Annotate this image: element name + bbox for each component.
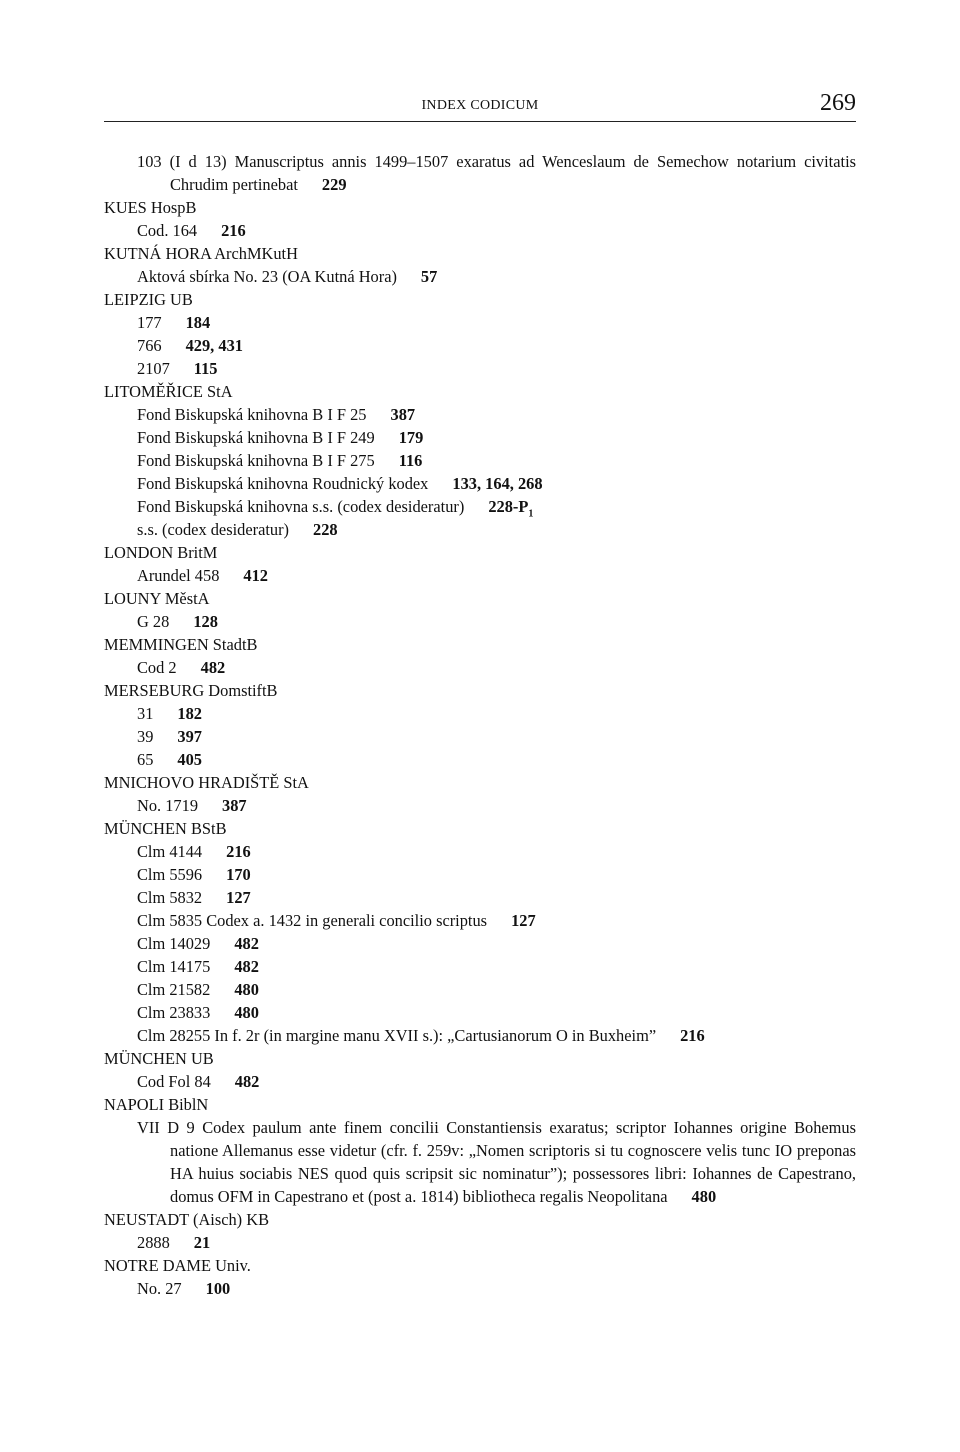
running-title: INDEX CODICUM — [421, 98, 539, 113]
shelfmark-entry — [104, 495, 856, 518]
page-reference: 480 — [234, 980, 259, 999]
shelfmark-entry — [104, 518, 856, 541]
shelfmark-text: Cod 2 — [137, 658, 177, 677]
library-heading — [104, 541, 856, 564]
shelfmark-text: 65 — [137, 750, 154, 769]
shelfmark-text: Arundel 458 — [137, 566, 220, 585]
shelfmark-text: VII D 9 Codex paulum ante finem concilii Constantiensis exaratus; scriptor Iohannes origine Bohemus natione Allemanus esse videtur (cfr. f. 259v: „Nomen scriptoris si tu cognoscere velis tunc IO preponas HA huius sociabis NES quod quis scripsit sic nominatur”); possessores libri: Iohannes de Capestrano, domus OFM in Capestrano et (post a. 1814) bibliotheca regalis Neopolitana — [137, 1118, 856, 1206]
shelfmark-entry — [104, 311, 856, 334]
page-reference: 100 — [205, 1279, 231, 1298]
library-heading — [104, 633, 856, 656]
shelfmark-text: 39 — [137, 727, 154, 746]
library-name: NEUSTADT (Aisch) KB — [104, 1210, 270, 1229]
shelfmark-entry-long — [104, 1116, 856, 1208]
shelfmark-text: Aktová sbírka No. 23 (OA Kutná Hora) — [137, 267, 397, 286]
shelfmark-text: Fond Biskupská knihovna B I F 25 — [137, 405, 367, 424]
library-name: NOTRE DAME Univ. — [104, 1256, 251, 1275]
page-reference: 429, 431 — [185, 336, 243, 355]
library-heading — [104, 1254, 856, 1277]
shelfmark-entry — [104, 748, 856, 771]
page-reference: 405 — [177, 750, 202, 769]
library-heading — [104, 1093, 856, 1116]
shelfmark-text: Clm 14029 — [137, 934, 211, 953]
shelfmark-text: 2888 — [137, 1233, 170, 1252]
shelfmark-text: 766 — [137, 336, 162, 355]
page-reference: 480 — [691, 1187, 717, 1206]
page-reference: 482 — [200, 658, 226, 677]
library-heading — [104, 288, 856, 311]
shelfmark-entry — [104, 610, 856, 633]
page-reference: 170 — [226, 865, 251, 884]
shelfmark-text: Fond Biskupská knihovna B I F 275 — [137, 451, 375, 470]
shelfmark-text: Cod Fol 84 — [137, 1072, 211, 1091]
library-name: KUES HospB — [104, 198, 197, 217]
page-reference: 216 — [680, 1026, 705, 1045]
library-heading — [104, 587, 856, 610]
index-entries — [104, 150, 856, 1300]
shelfmark-entry — [104, 449, 856, 472]
shelfmark-entry — [104, 265, 856, 288]
shelfmark-text: Fond Biskupská knihovna Roudnický kodex — [137, 474, 429, 493]
page-reference: 21 — [193, 1233, 211, 1252]
shelfmark-text: Fond Biskupská knihovna s.s. (codex desideratur) — [137, 497, 465, 516]
page-reference: 482 — [234, 957, 259, 976]
shelfmark-entry — [104, 909, 856, 932]
page-reference: 228 — [313, 520, 338, 539]
library-heading — [104, 679, 856, 702]
library-name: NAPOLI BiblN — [104, 1095, 209, 1114]
shelfmark-text: 31 — [137, 704, 154, 723]
shelfmark-text: Clm 5835 Codex a. 1432 in generali concilio scriptus — [137, 911, 488, 930]
shelfmark-text: 2107 — [137, 359, 170, 378]
shelfmark-entry — [104, 426, 856, 449]
shelfmark-text: 103 (I d 13) Manuscriptus annis 1499–1507 exaratus ad Wenceslaum de Semechow notarium civitatis Chrudim pertinebat — [137, 152, 856, 194]
shelfmark-entry — [104, 932, 856, 955]
shelfmark-entry — [104, 564, 856, 587]
page-reference: 216 — [221, 221, 246, 240]
shelfmark-text: No. 27 — [137, 1279, 182, 1298]
library-name: MEMMINGEN StadtB — [104, 635, 258, 654]
page-reference: 182 — [177, 704, 202, 723]
shelfmark-text: s.s. (codex desideratur) — [137, 520, 290, 539]
shelfmark-text: G 28 — [137, 612, 170, 631]
shelfmark-entry — [104, 334, 856, 357]
shelfmark-entry — [104, 656, 856, 679]
shelfmark-entry — [104, 978, 856, 1001]
shelfmark-text: Clm 23833 — [137, 1003, 211, 1022]
shelfmark-text: 177 — [137, 313, 162, 332]
reference-subscript: 1 — [528, 508, 534, 520]
shelfmark-entry — [104, 1070, 856, 1093]
shelfmark-text: Clm 21582 — [137, 980, 211, 999]
shelfmark-entry — [104, 886, 856, 909]
shelfmark-entry — [104, 725, 856, 748]
shelfmark-entry — [104, 1277, 856, 1300]
shelfmark-text: Clm 5832 — [137, 888, 203, 907]
shelfmark-entry — [104, 472, 856, 495]
page-number: 269 — [820, 90, 856, 116]
page-reference: 184 — [185, 313, 211, 332]
page-reference: 387 — [222, 796, 247, 815]
page-reference: 128 — [193, 612, 218, 631]
shelfmark-entry — [104, 1001, 856, 1024]
shelfmark-entry — [104, 794, 856, 817]
shelfmark-text: Clm 28255 In f. 2r (in margine manu XVII s.): „Cartusianorum O in Buxheim” — [137, 1026, 657, 1045]
page-reference: 57 — [420, 267, 438, 286]
running-header — [104, 88, 856, 124]
shelfmark-entry — [104, 219, 856, 242]
shelfmark-entry — [104, 1231, 856, 1254]
shelfmark-text: Clm 14175 — [137, 957, 211, 976]
page-reference: 482 — [234, 934, 259, 953]
library-heading — [104, 817, 856, 840]
shelfmark-entry-long — [104, 150, 856, 196]
library-name: LONDON BritM — [104, 543, 218, 562]
library-name: MÜNCHEN UB — [104, 1049, 214, 1068]
page-reference: 387 — [390, 405, 416, 424]
shelfmark-entry — [104, 955, 856, 978]
library-name: LOUNY MěstA — [104, 589, 210, 608]
page-reference: 127 — [226, 888, 251, 907]
library-heading — [104, 380, 856, 403]
shelfmark-entry — [104, 702, 856, 725]
shelfmark-entry — [104, 403, 856, 426]
shelfmark-entry — [104, 1024, 856, 1047]
library-name: MERSEBURG DomstiftB — [104, 681, 278, 700]
page-reference: 480 — [234, 1003, 259, 1022]
page-reference: 412 — [243, 566, 268, 585]
library-name: KUTNÁ HORA ArchMKutH — [104, 244, 298, 263]
shelfmark-text: No. 1719 — [137, 796, 199, 815]
library-heading — [104, 196, 856, 219]
page-reference: 216 — [226, 842, 251, 861]
page-reference: 115 — [193, 359, 218, 378]
library-name: MÜNCHEN BStB — [104, 819, 227, 838]
page-reference: 229 — [321, 175, 347, 194]
library-heading — [104, 1208, 856, 1231]
library-name: MNICHOVO HRADIŠTĚ StA — [104, 773, 309, 792]
page-reference: 133, 164, 268 — [452, 474, 543, 493]
shelfmark-text: Clm 5596 — [137, 865, 203, 884]
library-heading — [104, 242, 856, 265]
library-heading — [104, 1047, 856, 1070]
page-reference: 228-P — [488, 497, 529, 516]
library-heading — [104, 771, 856, 794]
header-rule — [104, 121, 856, 122]
shelfmark-entry — [104, 863, 856, 886]
page-reference: 127 — [511, 911, 536, 930]
shelfmark-entry — [104, 357, 856, 380]
shelfmark-text: Cod. 164 — [137, 221, 198, 240]
shelfmark-text: Clm 4144 — [137, 842, 203, 861]
library-name: LITOMĚŘICE StA — [104, 382, 233, 401]
page-reference: 116 — [398, 451, 423, 470]
page-reference: 397 — [177, 727, 202, 746]
library-name: LEIPZIG UB — [104, 290, 193, 309]
shelfmark-text: Fond Biskupská knihovna B I F 249 — [137, 428, 375, 447]
page-reference: 179 — [398, 428, 424, 447]
shelfmark-entry — [104, 840, 856, 863]
page-reference: 482 — [234, 1072, 260, 1091]
